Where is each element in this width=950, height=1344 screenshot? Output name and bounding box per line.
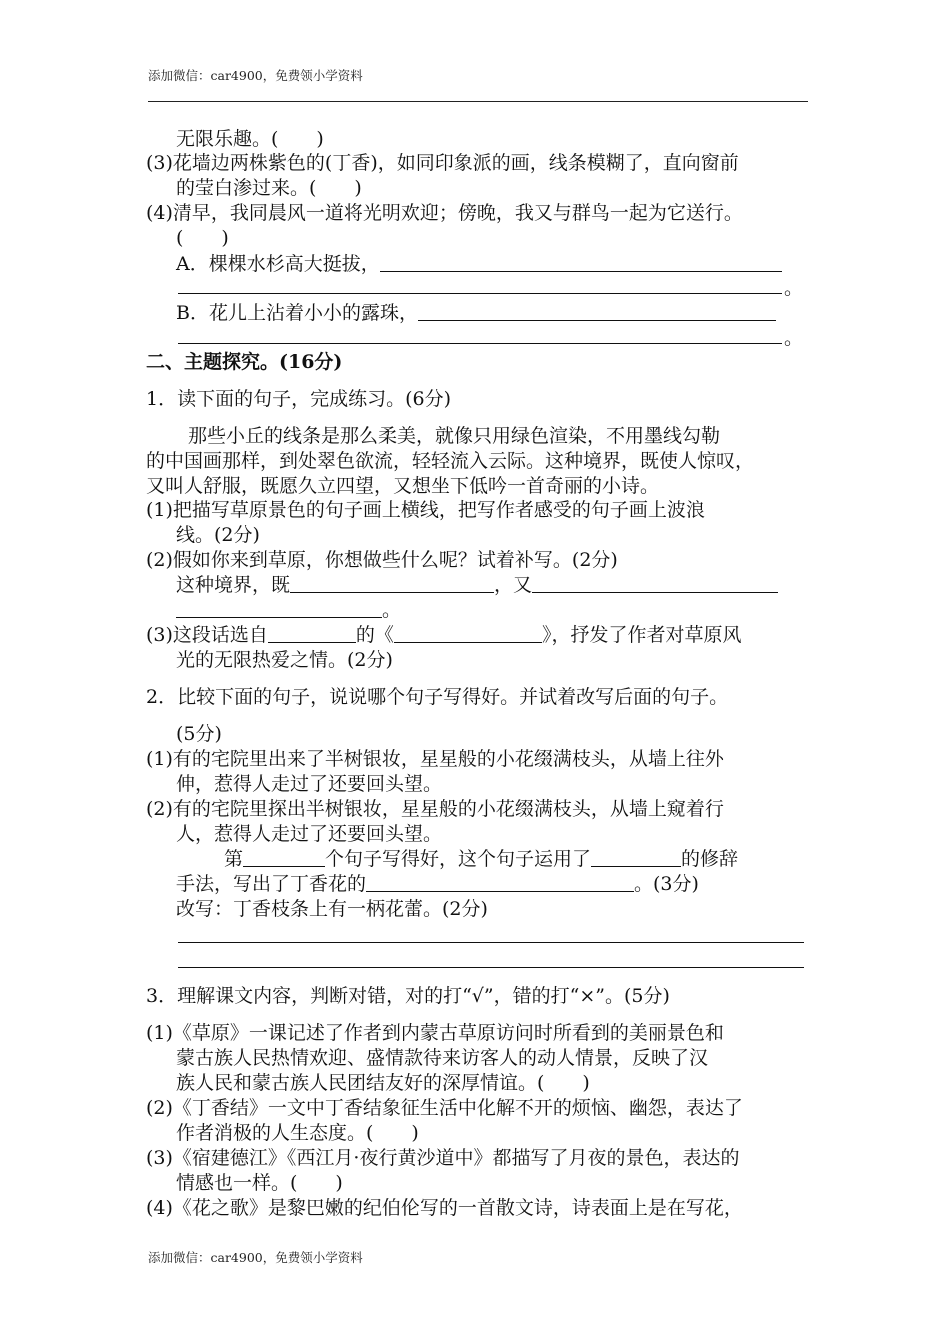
option-a-blank-2[interactable] bbox=[178, 293, 782, 294]
q1-sub2-fill-2 bbox=[176, 598, 401, 622]
q2-fill-text-d: 手法，写出了丁香花的 bbox=[176, 873, 367, 895]
option-b bbox=[176, 301, 776, 325]
q3-item1-line-1: (1)《草原》一课记述了作者到内蒙古草原访问时所看到的美丽景色和 bbox=[146, 1022, 724, 1044]
q1-sub3-line-2: 光的无限热爱之情。(2分) bbox=[176, 649, 393, 671]
q2-answer-line-1[interactable] bbox=[178, 942, 804, 943]
p1-item-3-line-1: (3)花墙边两株紫色的(丁香)，如同印象派的画，线条模糊了，直向窗前 bbox=[146, 152, 739, 174]
q2-sent2-line-2: 人，惹得人走过了还要回头望。 bbox=[176, 823, 443, 845]
q1-sub2-text-b: ，又 bbox=[494, 574, 533, 596]
q3-item2-line-1: (2)《丁香结》一文中丁香结象征生活中化解不开的烦恼、幽怨，表达了 bbox=[146, 1097, 743, 1119]
q1-sub2-line-1: (2)假如你来到草原，你想做些什么呢？试着补写。(2分) bbox=[146, 549, 618, 571]
q1-passage-line-3: 又叫人舒服，既愿久立四望，又想坐下低吟一首奇丽的小诗。 bbox=[146, 475, 660, 497]
q2-sent2-line-1: (2)有的宅院里探出半树银妆，星星般的小花缀满枝头，从墙上窥着行 bbox=[146, 798, 724, 820]
q1-sub1-line-2: 线。(2分) bbox=[176, 524, 260, 546]
q1-sub3-line-1 bbox=[146, 623, 741, 647]
q2-fill-text-b: 个句子写得好，这个句子运用了 bbox=[325, 848, 592, 870]
option-a bbox=[176, 252, 782, 276]
option-a-text: A．棵棵水杉高大挺拔， bbox=[176, 253, 380, 275]
q1-passage-line-1: 那些小丘的线条是那么柔美，就像只用绿色渲染，不用墨线勾勒 bbox=[188, 425, 721, 447]
q1-sub3-blank-1[interactable] bbox=[268, 624, 356, 643]
option-b-text: B．花儿上沾着小小的露珠， bbox=[176, 302, 418, 324]
option-a-period: 。 bbox=[784, 277, 804, 299]
q1-sub3-blank-2[interactable] bbox=[394, 624, 542, 643]
q2-score: (5分) bbox=[176, 723, 222, 745]
q1-sub2-blank-2[interactable] bbox=[532, 574, 778, 593]
option-b-blank[interactable] bbox=[418, 302, 776, 321]
q1-title: 1．读下面的句子，完成练习。(6分) bbox=[146, 388, 452, 410]
option-a-blank[interactable] bbox=[380, 253, 782, 272]
q2-sent1-line-1: (1)有的宅院里出来了半树银妆，星星般的小花缀满枝头，从墙上往外 bbox=[146, 748, 724, 770]
q1-sub2-blank-3[interactable] bbox=[176, 599, 382, 618]
q3-item4-line-1: (4)《花之歌》是黎巴嫩的纪伯伦写的一首散文诗，诗表面上是在写花， bbox=[146, 1197, 743, 1219]
q1-sub2-fill bbox=[176, 573, 778, 597]
section-2-title: 二、主题探究。(16分) bbox=[146, 351, 343, 373]
q1-sub2-text-c: 。 bbox=[382, 599, 402, 621]
q3-item3-line-2: 情感也一样。( ) bbox=[176, 1172, 343, 1194]
header-rule bbox=[148, 101, 808, 102]
q2-fill-line-1 bbox=[224, 847, 738, 871]
p1-item-4-line-2: ( ) bbox=[176, 227, 229, 249]
q2-title: 2．比较下面的句子，说说哪个句子写得好。并试着改写后面的句子。 bbox=[146, 686, 729, 708]
q2-answer-line-2[interactable] bbox=[178, 967, 804, 968]
q3-item3-line-1: (3)《宿建德江》《西江月·夜行黄沙道中》都描写了月夜的景色，表达的 bbox=[146, 1147, 740, 1169]
q1-sub2-text-a: 这种境界，既 bbox=[176, 574, 291, 596]
p1-item-3-line-2: 的莹白渗过来。( ) bbox=[176, 177, 362, 199]
q3-title: 3．理解课文内容，判断对错，对的打“√”，错的打“×”。(5分) bbox=[146, 985, 670, 1007]
q2-fill-text-a: 第 bbox=[224, 848, 244, 870]
q2-blank-1[interactable] bbox=[243, 848, 325, 867]
q2-rewrite: 改写：丁香枝条上有一柄花蕾。(2分) bbox=[176, 898, 488, 920]
q3-item1-line-3: 族人民和蒙古族人民团结友好的深厚情谊。( ) bbox=[176, 1072, 590, 1094]
option-b-blank-2[interactable] bbox=[178, 343, 782, 344]
p1-item-4-line-1: (4)清早，我同晨风一道将光明欢迎；傍晚，我又与群鸟一起为它送行。 bbox=[146, 202, 743, 224]
q1-sub2-blank-1[interactable] bbox=[290, 574, 494, 593]
page-footer: 添加微信：car4900，免费领小学资料 bbox=[148, 1250, 363, 1265]
q2-fill-line-2 bbox=[176, 872, 699, 896]
q3-item2-line-2: 作者消极的人生态度。( ) bbox=[176, 1122, 419, 1144]
q3-item1-line-2: 蒙古族人民热情欢迎、盛情款待来访客人的动人情景，反映了汉 bbox=[176, 1047, 709, 1069]
p1-line-1: 无限乐趣。( ) bbox=[176, 128, 324, 150]
q2-fill-text-e: 。(3分) bbox=[634, 873, 699, 895]
page-header: 添加微信：car4900，免费领小学资料 bbox=[148, 68, 363, 83]
q1-passage-line-2: 的中国画那样，到处翠色欲流，轻轻流入云际。这种境界，既使人惊叹， bbox=[146, 450, 755, 472]
q2-sent1-line-2: 伸，惹得人走过了还要回头望。 bbox=[176, 773, 443, 795]
q2-blank-3[interactable] bbox=[366, 873, 634, 892]
q1-sub3-text-b: 的《 bbox=[355, 624, 394, 646]
q1-sub3-text-c: 》，抒发了作者对草原风 bbox=[541, 624, 742, 646]
q1-sub1-line-1: (1)把描写草原景色的句子画上横线，把写作者感受的句子画上波浪 bbox=[146, 499, 705, 521]
q2-blank-2[interactable] bbox=[591, 848, 681, 867]
q1-sub3-text-a: (3)这段话选自 bbox=[146, 624, 268, 646]
q2-fill-text-c: 的修辞 bbox=[681, 848, 739, 870]
option-b-period: 。 bbox=[784, 327, 804, 349]
